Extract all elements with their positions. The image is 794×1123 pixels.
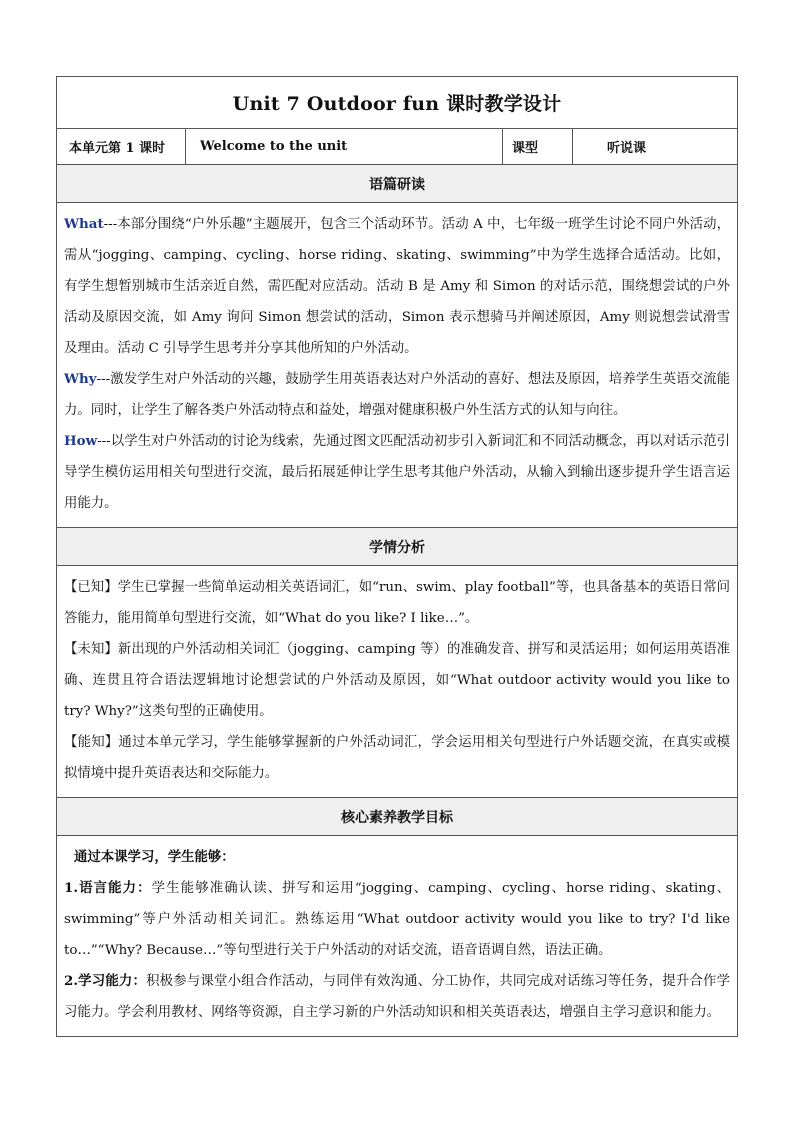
type-value-cell: 听说课 [607,141,647,156]
goal-language-paragraph [64,873,730,966]
what-keyword: What [64,216,104,232]
how-paragraph [64,426,730,519]
known-paragraph: 【已知】学生已掌握一些简单运动相关英语词汇，如“run、swim、play football”等，也具备基本的英语日常问答能力，能用简单句型进行交流，如“What do you like? I like…”。 [64,580,730,626]
why-text: ---激发学生对户外活动的兴趣，鼓励学生用英语表达对户外活动的喜好、想法及原因，培养学生英语交流能力。同时，让学生了解各类户外活动特点和益处，增强对健康积极户外生活方式的认知与向往。 [64,372,730,418]
topic-cell: Welcome to the unit [186,129,503,164]
type-label-cell: 课型 [503,129,573,164]
achievable-paragraph: 【能知】通过本单元学习，学生能够掌握新的户外活动词汇，学会运用相关句型进行户外话题交流，在真实或模拟情境中提升英语表达和交际能力。 [64,735,730,781]
goal-language-label: 1.语言能力： [64,880,152,896]
document-title: Unit 7 Outdoor fun 课时教学设计 [57,77,737,129]
section-body-student-analysis [57,566,737,798]
section-heading-core-goals: 核心素养教学目标 [57,798,737,836]
section-heading-text-study: 语篇研读 [57,165,737,203]
goal-learning-label: 2.学习能力： [64,973,147,989]
lesson-plan-table [56,76,738,1037]
lesson-number-cell: 本单元第 1 课时 [57,129,186,164]
what-paragraph [64,209,730,364]
section-body-text-study [57,203,737,528]
goal-language-text: 学生能够准确认读、拼写和运用“jogging、camping、cycling、horse riding、skating、swimming”等户外活动相关词汇。熟练运用“What outdoor activity would you like to try? I'd like to…”“Why? Because…”等句型进行关于户外活动的对话交流，语音语调自然，语法正确。 [64,881,730,958]
why-paragraph [64,364,730,426]
section-heading-student-analysis: 学情分析 [57,528,737,566]
how-text: ---以学生对户外活动的讨论为线索，先通过图文匹配活动初步引入新词汇和不同活动概念，再以对话示范引导学生模仿运用相关句型进行交流，最后拓展延伸让学生思考其他户外活动，从输入到输出逐步提升学生语言运用能力。 [64,434,730,511]
section-body-core-goals [57,836,737,1036]
goal-learning-text: 积极参与课堂小组合作活动，与同伴有效沟通、分工协作，共同完成对话练习等任务，提升合作学习能力。学会利用教材、网络等资源，自主学习新的户外活动知识和相关英语表达，增强自主学习意识和能力。 [64,974,730,1020]
how-keyword: How [64,433,98,449]
what-text: ---本部分围绕“户外乐趣”主题展开，包含三个活动环节。活动 A 中，七年级一班学生讨论不同户外活动，需从“jogging、camping、cycling、horse riding、skating、swimming”中为学生选择合适活动。比如，有学生想暂别城市生活亲近自然，需匹配对应活动。活动 B 是 Amy 和 Simon 的对话示范，围绕想尝试的户外活动及原因交流，如 Amy 询问 Simon 想尝试的活动，Simon 表示想骑马并阐述原因，Amy 则说想尝试滑雪及理由。活动 C 引导学生思考并分享其他所知的户外活动。 [64,217,730,356]
goal-learning-paragraph [64,966,730,1028]
why-keyword: Why [64,371,97,387]
meta-row [57,129,737,165]
unknown-paragraph: 【未知】新出现的户外活动相关词汇（jogging、camping 等）的准确发音、拼写和灵活运用；如何运用英语准确、连贯且符合语法逻辑地讨论想尝试的户外活动及原因，如“What outdoor activity would you like to try? Why?”这类句型的正确使用。 [64,642,730,719]
goals-intro: 通过本课学习，学生能够： [74,849,235,865]
